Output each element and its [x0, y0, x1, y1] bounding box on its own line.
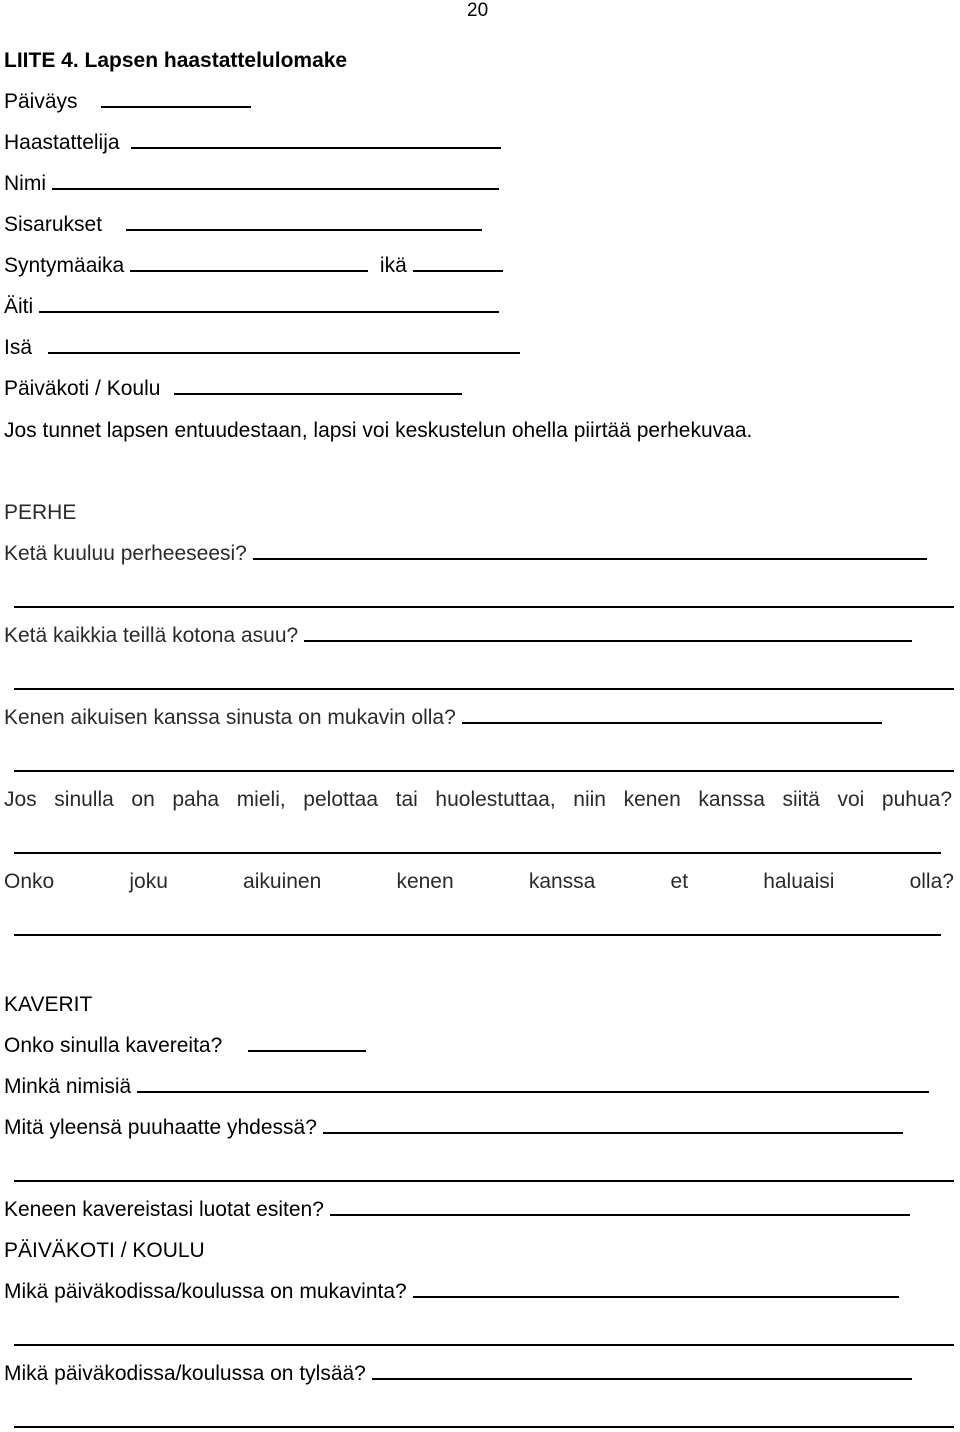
- family-q5-word: joku: [129, 870, 168, 893]
- father-label: Isä: [4, 336, 33, 359]
- mother-row: [4, 293, 499, 321]
- family-q4-word: huolestuttaa,: [435, 788, 556, 811]
- family-q4-word: siitä: [782, 788, 820, 811]
- family-q2-label: Ketä kaikkia teillä kotona asuu?: [4, 624, 299, 647]
- family-q5-word: kanssa: [528, 870, 596, 893]
- siblings-label: Sisarukset: [4, 213, 103, 236]
- name-row: [4, 170, 499, 198]
- family-q4-answer-line[interactable]: [14, 852, 941, 854]
- family-q4-word: kanssa: [698, 788, 765, 811]
- mother-blank[interactable]: [39, 310, 499, 313]
- family-q3-label: Kenen aikuisen kanssa sinusta on mukavin olla?: [4, 706, 456, 729]
- school-q2-label: Mikä päiväkodissa/koulussa on tylsää?: [4, 1362, 366, 1385]
- father-row: [4, 334, 520, 362]
- date-row: [4, 88, 251, 116]
- friends-q1-row: [4, 1032, 366, 1060]
- family-q3-extra-line[interactable]: [14, 770, 954, 772]
- family-q5-word: et: [670, 870, 689, 893]
- birthdate-label: Syntymäaika: [4, 254, 125, 277]
- family-q3-blank[interactable]: [462, 721, 882, 724]
- school-heading: PÄIVÄKOTI / KOULU: [4, 1239, 205, 1262]
- school-q2-extra-line[interactable]: [14, 1426, 954, 1428]
- family-q4-word: kenen: [623, 788, 681, 811]
- siblings-row: [4, 211, 482, 239]
- family-q5-answer-line[interactable]: [14, 934, 941, 936]
- family-q4-word: niin: [573, 788, 606, 811]
- siblings-blank[interactable]: [126, 228, 482, 231]
- friends-q3-label: Mitä yleensä puuhaatte yhdessä?: [4, 1116, 317, 1139]
- page-number: 20: [467, 0, 489, 21]
- family-q5-text: [4, 868, 954, 896]
- family-q4-word: tai: [395, 788, 418, 811]
- family-q5-word: haluaisi: [763, 870, 835, 893]
- family-q5-word: Onko: [4, 870, 55, 893]
- family-q1-label: Ketä kuuluu perheeseesi?: [4, 542, 247, 565]
- friends-q3-row: [4, 1114, 903, 1142]
- interviewer-label: Haastattelija: [4, 131, 120, 154]
- mother-label: Äiti: [4, 295, 34, 318]
- family-q3-row: [4, 704, 882, 732]
- friends-q1-blank[interactable]: [248, 1049, 366, 1052]
- family-q2-row: [4, 622, 912, 650]
- family-q5-word: kenen: [396, 870, 454, 893]
- family-q4-word: on: [131, 788, 155, 811]
- name-blank[interactable]: [52, 187, 499, 190]
- family-q5-word: olla?: [909, 870, 954, 893]
- school-q1-extra-line[interactable]: [14, 1344, 954, 1346]
- family-q2-blank[interactable]: [304, 639, 912, 642]
- friends-q4-label: Keneen kavereistasi luotat esiten?: [4, 1198, 324, 1221]
- family-q4-word: paha: [172, 788, 220, 811]
- friends-q2-blank[interactable]: [137, 1090, 929, 1093]
- family-q1-row: [4, 540, 927, 568]
- school-label: Päiväkoti / Koulu: [4, 377, 161, 400]
- date-blank[interactable]: [101, 105, 251, 108]
- family-q4-word: mieli,: [236, 788, 286, 811]
- school-blank[interactable]: [174, 392, 462, 395]
- age-blank[interactable]: [413, 269, 503, 272]
- friends-q2-label: Minkä nimisiä: [4, 1075, 132, 1098]
- school-q1-label: Mikä päiväkodissa/koulussa on mukavinta?: [4, 1280, 407, 1303]
- friends-heading: KAVERIT: [4, 993, 93, 1016]
- interviewer-row: [4, 129, 501, 157]
- school-q2-blank[interactable]: [372, 1377, 912, 1380]
- friends-q4-blank[interactable]: [330, 1213, 910, 1216]
- name-label: Nimi: [4, 172, 46, 195]
- family-q1-blank[interactable]: [253, 557, 927, 560]
- family-q5-word: aikuinen: [243, 870, 322, 893]
- school-q1-row: [4, 1278, 899, 1306]
- friends-q4-row: [4, 1196, 910, 1224]
- friends-q3-blank[interactable]: [323, 1131, 903, 1134]
- date-label: Päiväys: [4, 90, 78, 113]
- family-q2-extra-line[interactable]: [14, 688, 954, 690]
- family-q4-word: sinulla: [54, 788, 114, 811]
- friends-q2-row: [4, 1073, 929, 1101]
- birthdate-blank[interactable]: [130, 269, 368, 272]
- family-q4-word: puhua?: [881, 788, 952, 811]
- family-q4-word: voi: [837, 788, 865, 811]
- school-q2-row: [4, 1360, 912, 1388]
- friends-q1-label: Onko sinulla kavereita?: [4, 1034, 223, 1057]
- family-q4-word: Jos: [4, 788, 37, 811]
- family-q4-word: pelottaa: [303, 788, 379, 811]
- school-row: [4, 375, 462, 403]
- birthdate-row: [4, 252, 503, 280]
- interviewer-blank[interactable]: [131, 146, 501, 149]
- family-q1-extra-line[interactable]: [14, 606, 954, 608]
- age-label: ikä: [379, 254, 407, 277]
- family-q4-text: [4, 786, 952, 814]
- instruction-text: Jos tunnet lapsen entuudestaan, lapsi voi keskustelun ohella piirtää perhekuvaa.: [4, 419, 753, 442]
- friends-q3-extra-line[interactable]: [14, 1180, 954, 1182]
- school-q1-blank[interactable]: [413, 1295, 899, 1298]
- form-title: LIITE 4. Lapsen haastattelulomake: [4, 49, 348, 72]
- family-heading: PERHE: [4, 501, 77, 524]
- father-blank[interactable]: [48, 351, 520, 354]
